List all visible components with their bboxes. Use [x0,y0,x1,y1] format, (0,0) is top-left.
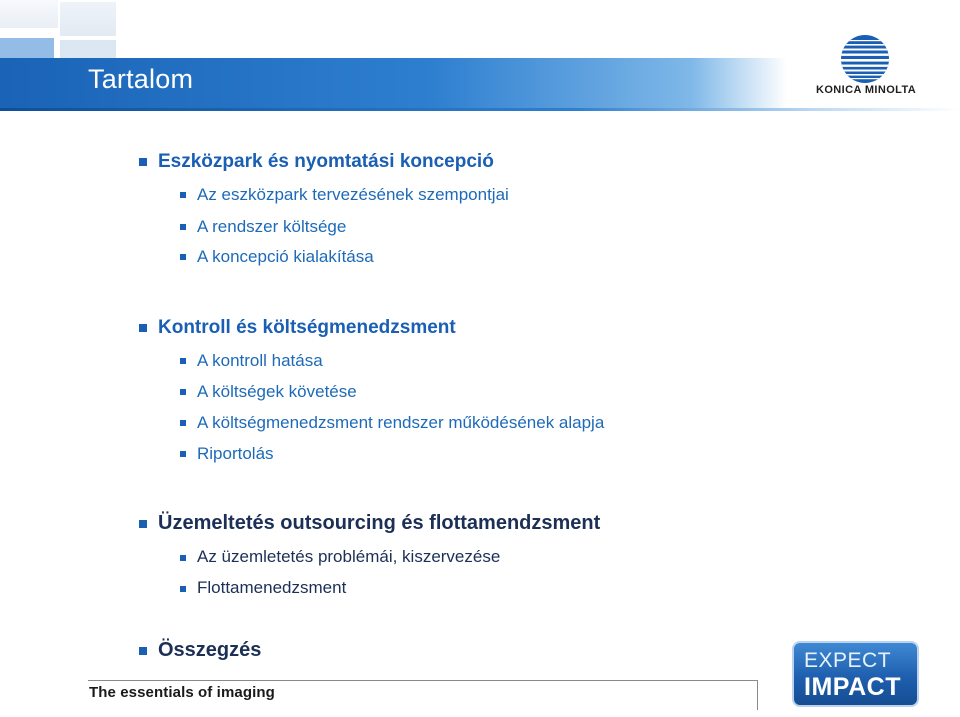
item-bullet-icon [180,586,186,592]
item-bullet-icon [180,555,186,561]
section-bullet-icon [139,324,147,332]
section-heading: Üzemeltetés outsourcing és flottamendzsment [158,512,601,534]
list-item: A költségmenedzsment rendszer működésének alapja [197,413,605,432]
item-bullet-icon [180,254,186,260]
section-bullet-icon [139,158,147,166]
list-item: Az üzemletetés problémái, kiszervezése [197,547,501,566]
title-underline [0,108,960,111]
section-bullet-icon [139,520,147,528]
section-heading: Összegzés [158,639,262,661]
item-bullet-icon [180,451,186,457]
item-bullet-icon [180,358,186,364]
badge-line1: EXPECT [804,649,892,672]
section-heading: Kontroll és költségmenedzsment [158,317,456,338]
list-item: Az eszközpark tervezésének szempontjai [197,185,509,204]
list-item: Riportolás [197,444,274,463]
decor-square [0,0,58,28]
item-bullet-icon [180,389,186,395]
company-logo-text: KONICA MINOLTA [816,84,917,96]
decor-square [60,2,116,36]
slide-title: Tartalom [88,64,194,94]
konica-minolta-globe-icon [840,34,890,84]
decor-square [60,40,116,60]
list-item: A költségek követése [197,382,357,401]
item-bullet-icon [180,420,186,426]
list-item: A rendszer költsége [197,217,347,236]
list-item: A koncepció kialakítása [197,247,374,266]
item-bullet-icon [180,224,186,230]
list-item: A kontroll hatása [197,351,323,370]
section-bullet-icon [139,647,147,655]
list-item: Flottamenedzsment [197,578,347,597]
footer-tagline: The essentials of imaging [89,684,275,701]
footer-divider [88,680,758,681]
footer-divider-vertical [757,680,758,710]
section-heading: Eszközpark és nyomtatási koncepció [158,151,494,172]
item-bullet-icon [180,192,186,198]
expect-impact-badge [792,641,919,707]
badge-line2: IMPACT [804,673,901,701]
